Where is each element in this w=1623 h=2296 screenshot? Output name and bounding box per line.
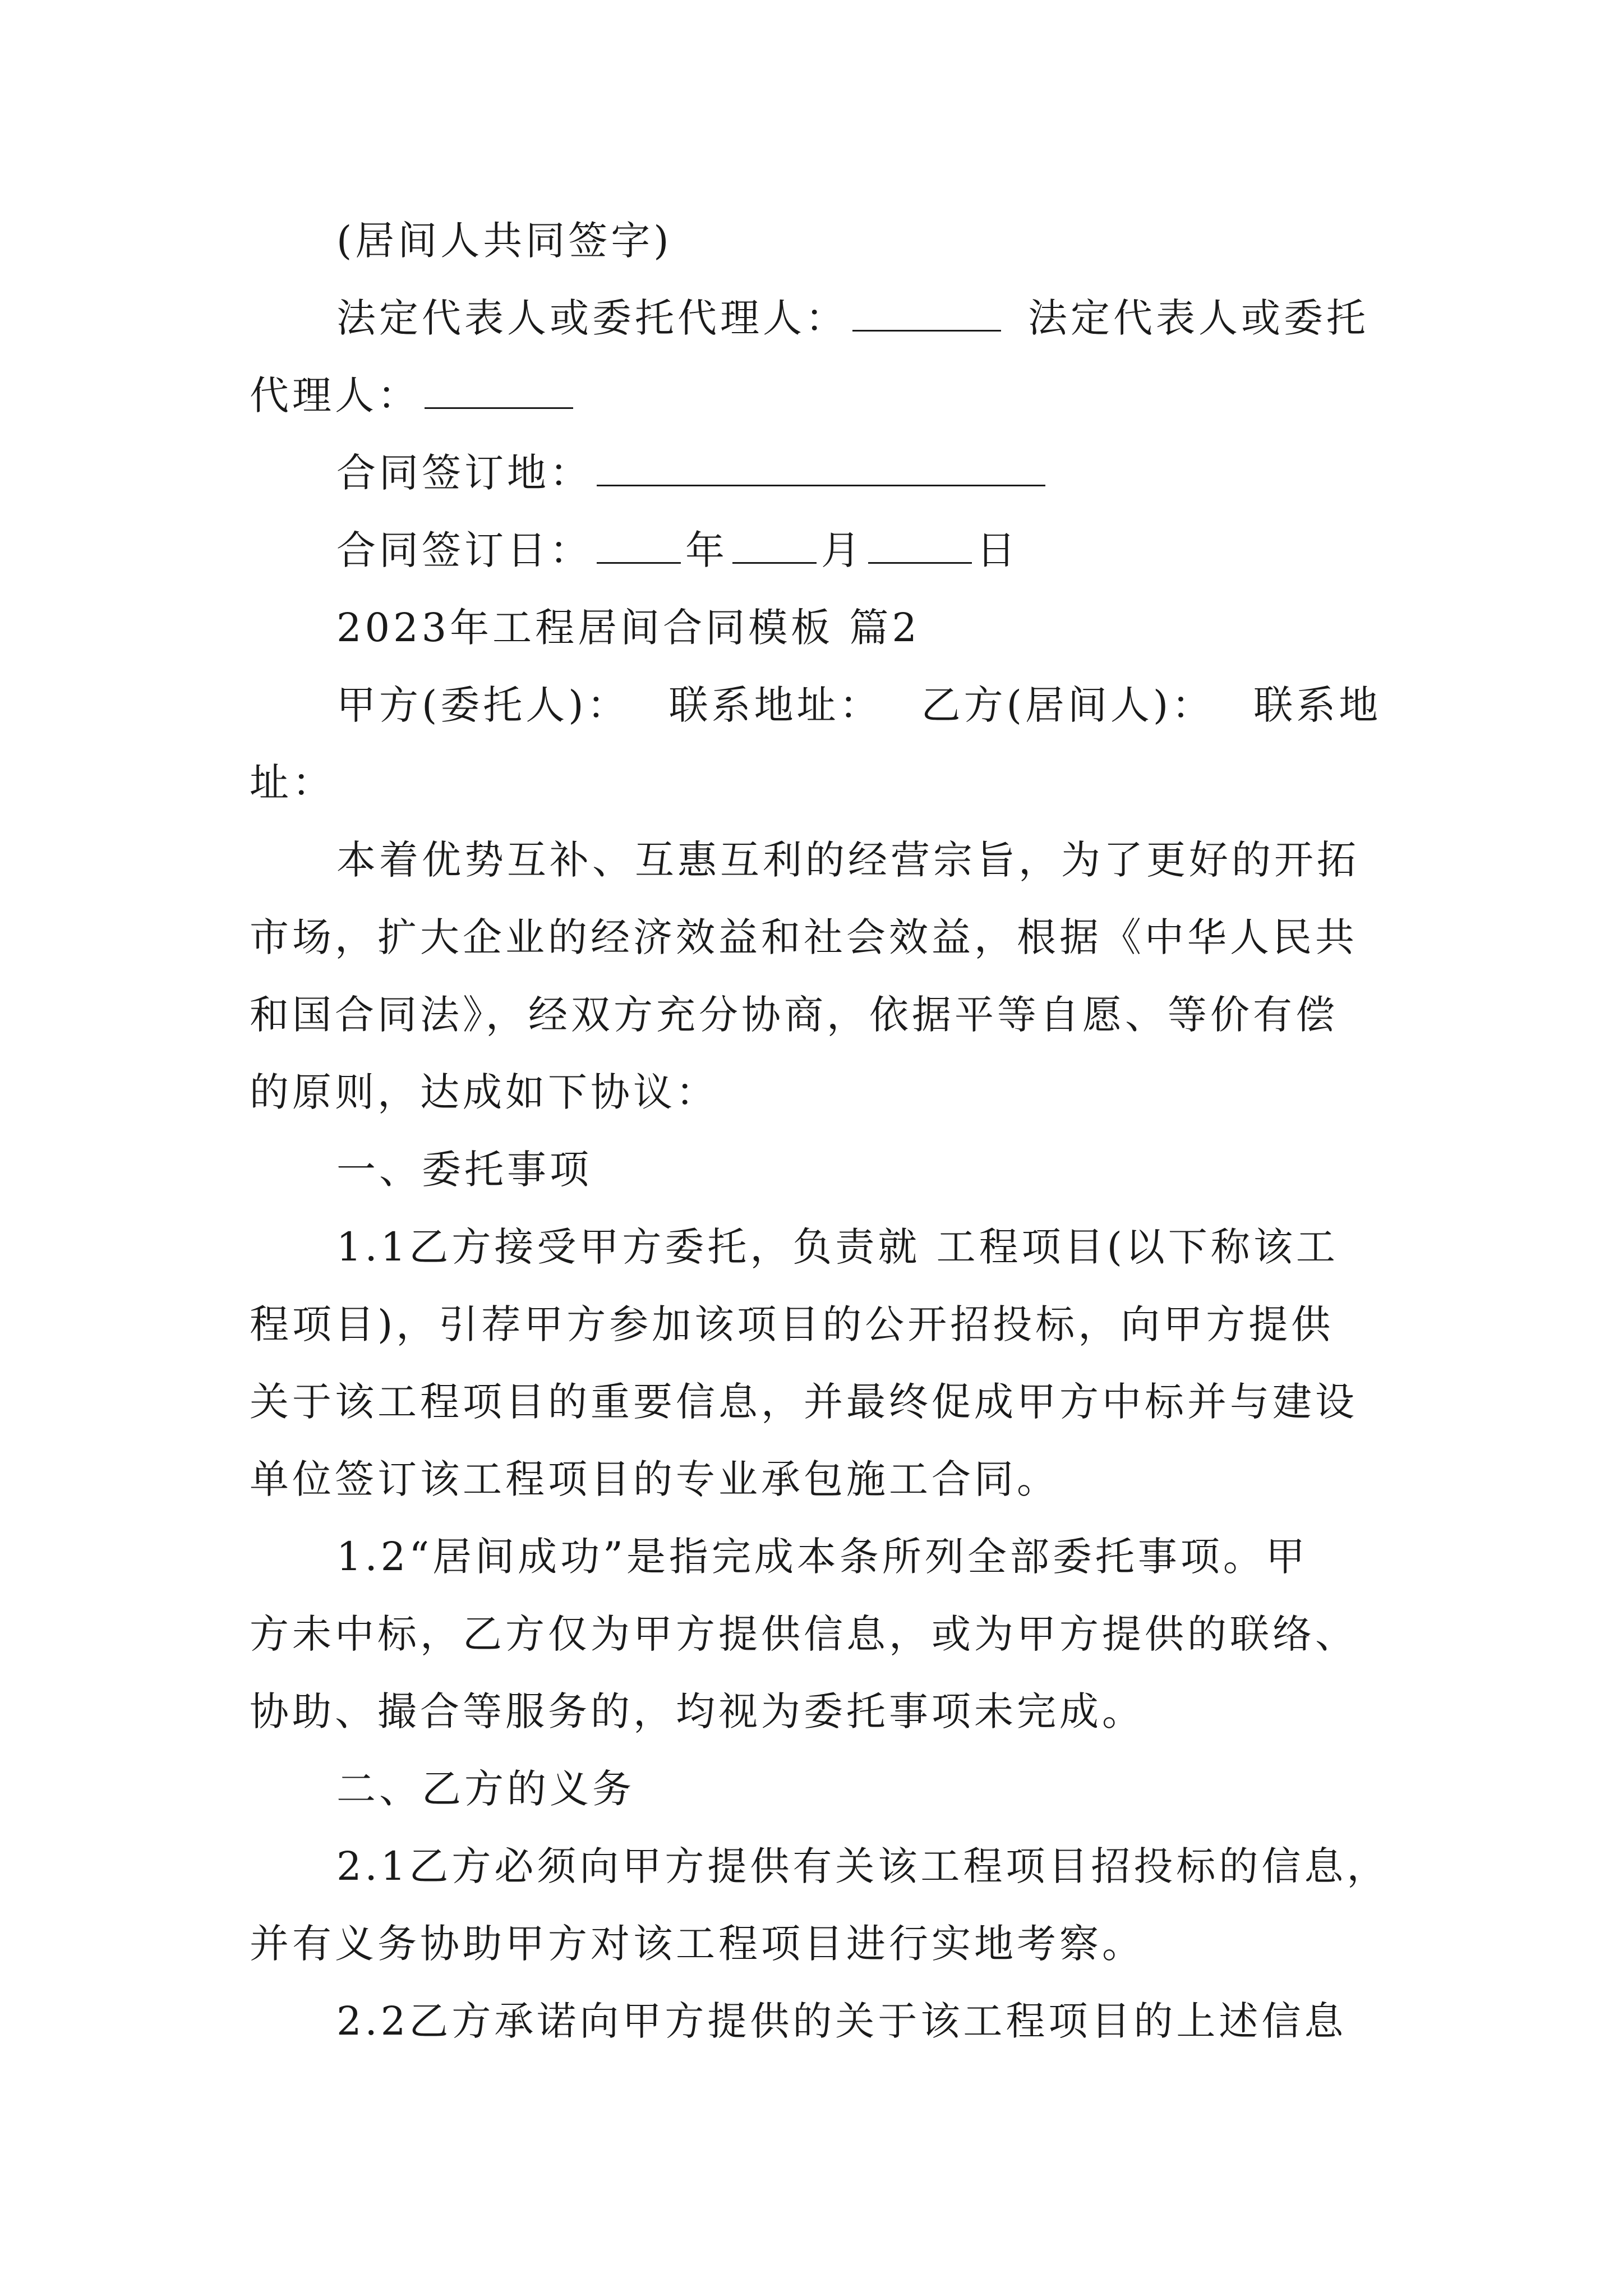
paragraph-line: 2.2乙方承诺向甲方提供的关于该工程项目的上述信息 (336, 1998, 1347, 2044)
legal-representative-line-cont: 代理人： (250, 357, 1377, 434)
paragraph-line: 程项目)，引荐甲方参加该项目的公开招投标，向甲方提供 (250, 1301, 1334, 1347)
paragraph-line: 本着优势互补、互惠互利的经营宗旨，为了更好的开拓 (336, 837, 1359, 883)
paragraph-line: 1.2“居间成功”是指完成本条所列全部委托事项。甲 (336, 1534, 1308, 1580)
contract-body (250, 202, 1390, 2060)
paragraph-line: 关于该工程项目的重要信息，并最终促成甲方中标并与建设 (250, 1379, 1358, 1425)
paragraph-line: 市场，扩大企业的经济效益和社会效益，根据《中华人民共 (250, 914, 1358, 960)
year-blank (597, 528, 681, 564)
parties-line-cont: 址： (250, 760, 335, 806)
paragraph-line: 方未中标，乙方仅为甲方提供信息，或为甲方提供的联络、 (250, 1611, 1358, 1657)
legal-representative-line: 法定代表人或委托代理人： 法定代表人或委托 (336, 295, 1369, 341)
signature-blank (852, 296, 1001, 332)
paragraph-line: 2.1乙方必须向甲方提供有关该工程项目招投标的信息， (336, 1843, 1390, 1889)
paragraph-line: 和国合同法》，经双方充分协商，依据平等自愿、等价有偿 (250, 992, 1338, 1038)
month-blank (732, 528, 817, 564)
signing-place-line: 合同签订地： (250, 434, 1377, 512)
clause-heading: 一、委托事项 (336, 1147, 592, 1193)
day-blank (868, 528, 972, 564)
parties-line: 甲方(委托人)： 联系地址： 乙方(居间人)： 联系地 (336, 682, 1382, 728)
paragraph-line: 协助、撮合等服务的，均视为委托事项未完成。 (250, 1688, 1145, 1734)
section-heading: 2023年工程居间合同模板 篇2 (336, 605, 920, 651)
paragraph-line: 的原则，达成如下协议： (250, 1069, 718, 1115)
signature-note: (居间人共同签字) (336, 218, 672, 264)
paragraph-line: 并有义务协助甲方对该工程项目进行实地考察。 (250, 1921, 1145, 1967)
paragraph-line: 单位签订该工程项目的专业承包施工合同。 (250, 1456, 1059, 1502)
signing-date-line: 合同签订日： 年 月 日 (336, 527, 1019, 573)
signing-place-blank (597, 451, 1045, 486)
paragraph-line: 1.1乙方接受甲方委托，负责就 工程项目(以下称该工 (336, 1224, 1339, 1270)
signature-blank (425, 374, 573, 409)
clause-heading: 二、乙方的义务 (336, 1766, 635, 1812)
